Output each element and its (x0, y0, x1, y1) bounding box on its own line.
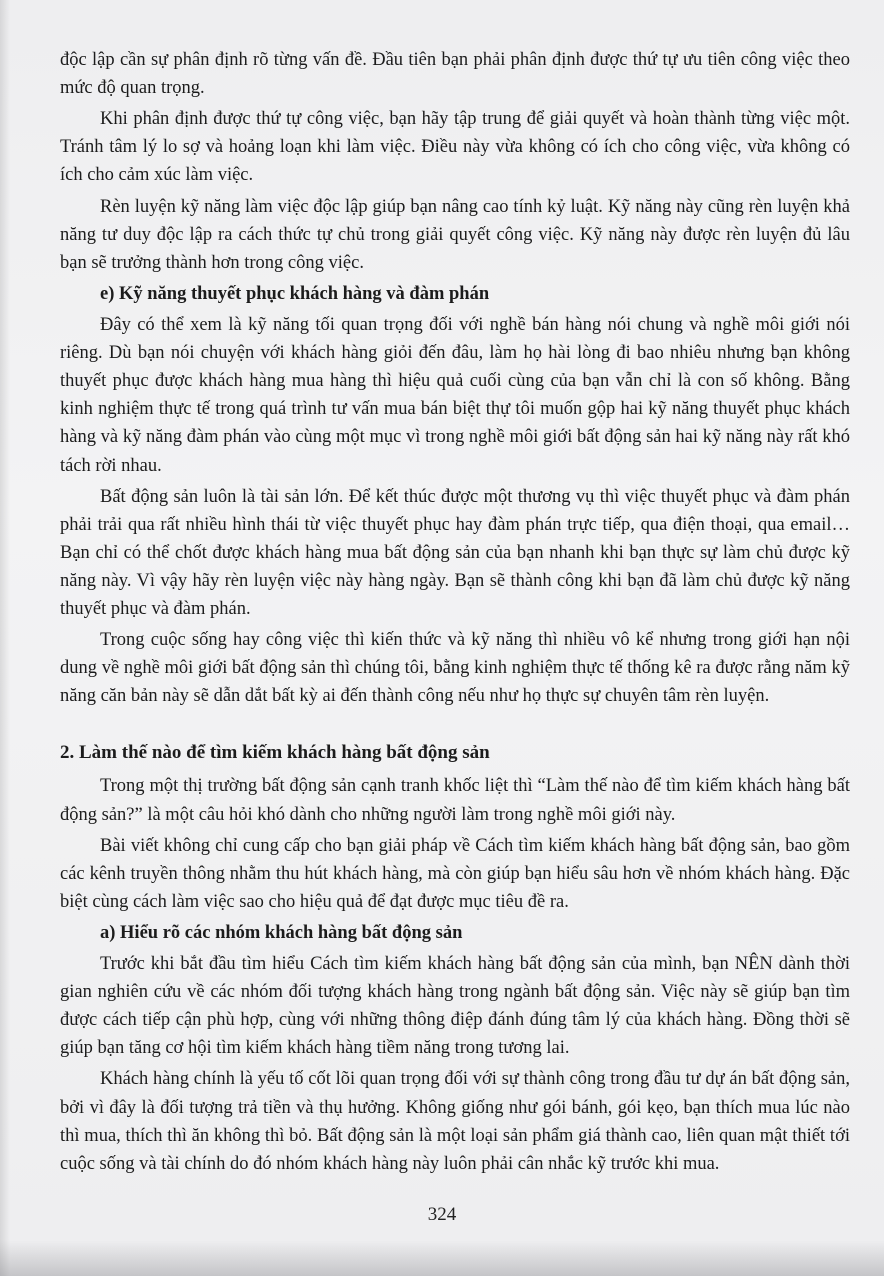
section-heading-a: a) Hiểu rõ các nhóm khách hàng bất động sản (100, 922, 463, 943)
section-heading-e: e) Kỹ năng thuyết phục khách hàng và đàm phán (100, 283, 490, 304)
paragraph: Trước khi bắt đầu tìm hiểu Cách tìm kiếm khách hàng bất động sản của mình, bạn NÊN dành thời gian nghiên cứu về các nhóm đối tượng khách hàng trong ngành bất động sản. Việc này sẽ giúp bạn tìm được cách tiếp cận phù hợp, cùng với những thông điệp đánh đúng tâm lý của khách hàng. Đồng thời sẽ giúp bạn tăng cơ hội tìm kiếm khách hàng tiềm năng trong tương lai. (60, 954, 850, 1059)
paragraph: Rèn luyện kỹ năng làm việc độc lập giúp bạn nâng cao tính kỷ luật. Kỹ năng này cũng rèn luyện khả năng tư duy độc lập ra cách thức tự chủ trong giải quyết công việc. Kỹ năng này được rèn luyện đủ lâu bạn sẽ trưởng thành hơn trong công việc. (60, 196, 850, 273)
page-number: 324 (427, 1204, 457, 1225)
paragraph: Bài viết không chỉ cung cấp cho bạn giải pháp về Cách tìm kiếm khách hàng bất động sản, bao gồm các kênh truyền thông nhằm thu hút khách hàng, mà còn giúp bạn hiểu sâu hơn về nhóm khách hàng. Đặc biệt cùng cách làm việc sao cho hiệu quả để đạt được mục tiêu đề ra. (60, 835, 850, 912)
paragraph: Khách hàng chính là yếu tố cốt lõi quan trọng đối với sự thành công trong đầu tư dự án bất động sản, bởi vì đây là đối tượng trả tiền và thụ hưởng. Không giống như gói bánh, gói kẹo, bạn thích mua lúc nào thì mua, thích thì ăn không thì bỏ. Bất động sản là một loại sản phẩm giá thành cao, liên quan mật thiết tới cuộc sống và tài chính do đó nhóm khách hàng này luôn phải cân nhắc kỹ trước khi mua. (60, 1069, 850, 1174)
paragraph: Khi phân định được thứ tự công việc, bạn hãy tập trung để giải quyết và hoàn thành từng việc một. Tránh tâm lý lo sợ và hoảng loạn khi làm việc. Điều này vừa không có ích cho công việc, vừa không có ích cho cảm xúc làm việc. (60, 109, 850, 186)
paragraph: Trong cuộc sống hay công việc thì kiến thức và kỹ năng thì nhiều vô kể nhưng trong giới hạn nội dung về nghề môi giới bất động sản thì chúng tôi, bằng kinh nghiệm thực tế thống kê ra được rằng năm kỹ năng căn bản này sẽ dẫn dắt bất kỳ ai đến thành công nếu như họ thực sự chuyên tâm rèn luyện. (60, 630, 850, 707)
page-bottom-shadow (0, 1240, 884, 1276)
paragraph-continued: độc lập cần sự phân định rõ từng vấn đề. Đầu tiên bạn phải phân định được thứ tự ưu tiên công việc theo mức độ quan trọng. (60, 50, 850, 99)
paragraph: Bất động sản luôn là tài sản lớn. Để kết thúc được một thương vụ thì việc thuyết phục và đàm phán phải trải qua rất nhiều hình thái từ việc thuyết phục hay đàm phán trực tiếp, qua điện thoại, qua email… Bạn chỉ có thể chốt được khách hàng mua bất động sản của bạn nhanh khi bạn thực sự làm chủ được kỹ năng này. Vì vậy hãy rèn luyện việc này hàng ngày. Bạn sẽ thành công khi bạn đã làm chủ được kỹ năng thuyết phục và đàm phán. (60, 486, 850, 620)
page-text (60, 46, 850, 1181)
chapter-heading-2: 2. Làm thế nào để tìm kiếm khách hàng bất động sản (60, 741, 490, 763)
paragraph: Trong một thị trường bất động sản cạnh tranh khốc liệt thì “Làm thế nào để tìm kiếm khách hàng bất động sản?” là một câu hỏi khó dành cho những người làm trong nghề môi giới này. (60, 776, 850, 825)
page-edge-shadow (0, 0, 10, 1276)
paragraph: Đây có thể xem là kỹ năng tối quan trọng đối với nghề bán hàng nói chung và nghề môi giới nói riêng. Dù bạn nói chuyện với khách hàng giỏi đến đâu, làm họ hài lòng đi bao nhiêu nhưng bạn không thuyết phục được khách hàng mua hàng thì hiệu quả cuối cùng của bạn vẫn chỉ là con số không. Bằng kinh nghiệm thực tế trong quá trình tư vấn mua bán biệt thự tôi muốn gộp hai kỹ năng thuyết phục khách hàng và kỹ năng đàm phán vào cùng một mục vì trong nghề môi giới bất động sản hai kỹ năng này rất khó tách rời nhau. (60, 314, 850, 476)
